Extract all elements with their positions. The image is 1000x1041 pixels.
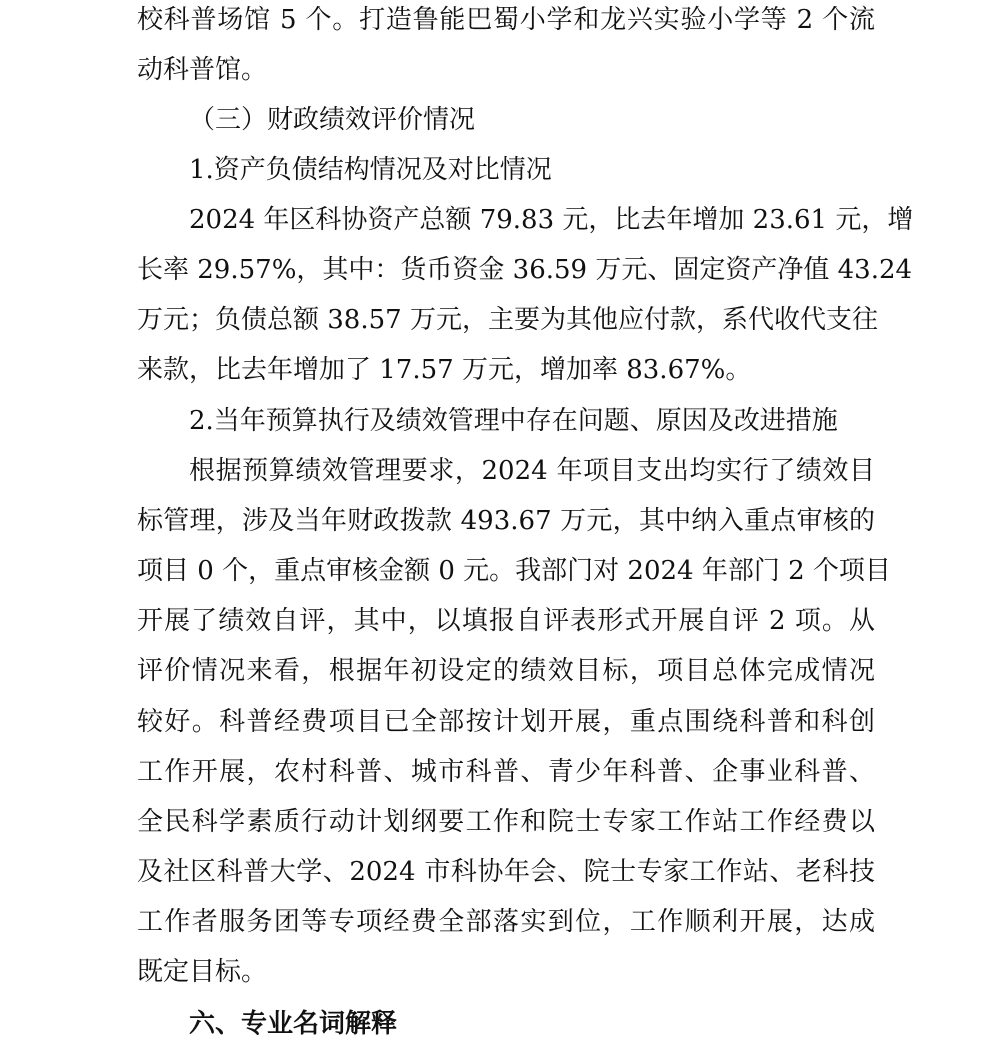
paragraph-line: 来款，比去年增加了 17.57 万元，增加率 83.67%。 (137, 355, 752, 385)
paragraph-line: 既定目标。 (137, 957, 268, 987)
paragraph-line: 根据预算绩效管理要求，2024 年项目支出均实行了绩效目 (189, 456, 875, 486)
document-page (137, 0, 914, 1040)
paragraph-line: 2024 年区科协资产总额 79.83 元，比去年增加 23.61 元，增 (189, 205, 914, 235)
paragraph-line: 工作开展，农村科普、城市科普、青少年科普、企事业科普、 (137, 757, 875, 787)
paragraph-line: 评价情况来看，根据年初设定的绩效目标，项目总体完成情况 (137, 656, 875, 686)
paragraph-line: 标管理，涉及当年财政拨款 493.67 万元，其中纳入重点审核的 (137, 506, 875, 536)
paragraph-line: 及社区科普大学、2024 市科协年会、院士专家工作站、老科技 (137, 857, 875, 887)
paragraph-line: 项目 0 个，重点审核金额 0 元。我部门对 2024 年部门 2 个项目 (137, 556, 891, 586)
paragraph-line: 动科普馆。 (137, 55, 268, 85)
subsection-heading: 2.当年预算执行及绩效管理中存在问题、原因及改进措施 (189, 406, 838, 436)
paragraph-line: 较好。科普经费项目已全部按计划开展，重点围绕科普和科创 (137, 707, 875, 737)
paragraph-line: 长率 29.57%，其中：货币资金 36.59 万元、固定资产净值 43.24 (137, 255, 913, 285)
subsection-heading: 1.资产负债结构情况及对比情况 (189, 155, 552, 185)
section-heading: （三）财政绩效评价情况 (189, 105, 476, 135)
chapter-heading: 六、专业名词解释 (189, 1009, 398, 1039)
paragraph-line: 校科普场馆 5 个。打造鲁能巴蜀小学和龙兴实验小学等 2 个流 (137, 5, 875, 35)
paragraph-line: 开展了绩效自评，其中，以填报自评表形式开展自评 2 项。从 (137, 606, 875, 636)
paragraph-line: 全民科学素质行动计划纲要工作和院士专家工作站工作经费以 (137, 807, 875, 837)
paragraph-line: 工作者服务团等专项经费全部落实到位，工作顺利开展，达成 (137, 907, 875, 937)
paragraph-line: 万元；负债总额 38.57 万元，主要为其他应付款，系代收代支往 (137, 305, 878, 335)
